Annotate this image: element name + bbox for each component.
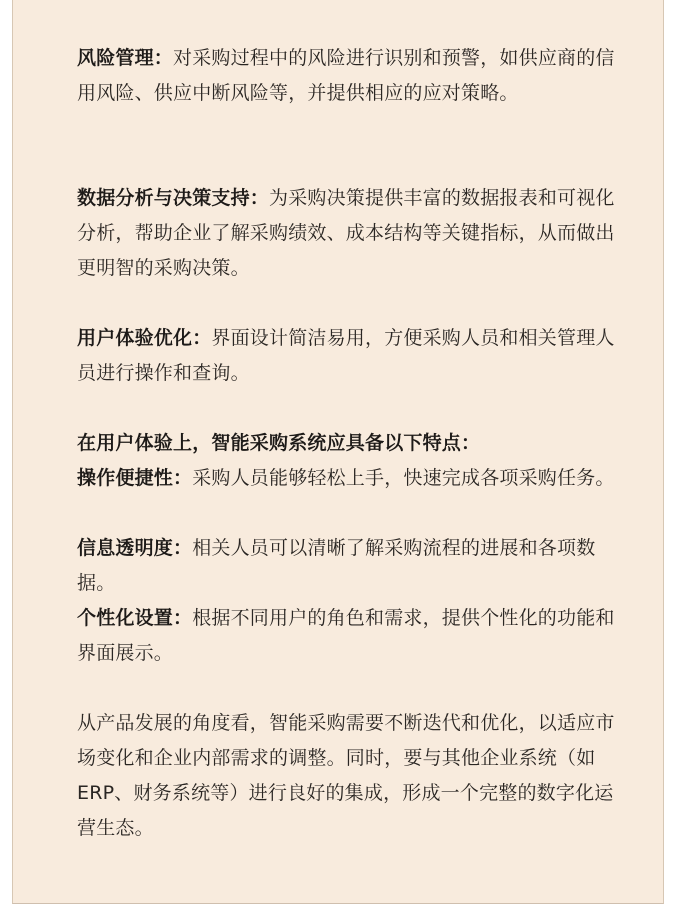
- paragraph-data-analysis: [77, 181, 617, 286]
- list-item-personalization: [77, 601, 617, 671]
- paragraph-body: 从产品发展的角度看，智能采购需要不断迭代和优化，以适应市场变化和企业内部需求的调整。同时，要与其他企业系统（如 ERP、财务系统等）进行良好的集成，形成一个完整的数字化运营生态。: [77, 712, 615, 839]
- section-heading-ux-features: [77, 426, 617, 461]
- paragraph-heading: 风险管理：: [77, 47, 174, 69]
- paragraph-body: 为采购决策提供丰富的数据报表和可视化分析，帮助企业了解采购绩效、成本结构等关键指标，从而做出更明智的采购决策。: [77, 187, 615, 279]
- section-heading: 在用户体验上，智能采购系统应具备以下特点：: [77, 432, 481, 454]
- paragraph-heading: 用户体验优化：: [77, 327, 212, 349]
- list-item-body: 根据不同用户的角色和需求，提供个性化的功能和界面展示。: [77, 607, 615, 664]
- paragraph-ux-optimization: [77, 321, 617, 391]
- list-item-heading: 信息透明度：: [77, 537, 193, 559]
- paragraph-body: 对采购过程中的风险进行识别和预警，如供应商的信用风险、供应中断风险等，并提供相应的应对策略。: [77, 47, 615, 104]
- list-item-ease-of-use: [77, 461, 617, 496]
- paragraph-heading: 数据分析与决策支持：: [77, 187, 270, 209]
- list-item-body: 采购人员能够轻松上手，快速完成各项采购任务。: [192, 467, 615, 489]
- list-item-transparency: [77, 531, 617, 601]
- list-item-body: 相关人员可以清晰了解采购流程的进展和各项数据。: [77, 537, 596, 594]
- list-item-heading: 个性化设置：: [77, 607, 193, 629]
- paragraph-product-development: [77, 706, 617, 846]
- paragraph-body: 界面设计简洁易用，方便采购人员和相关管理人员进行操作和查询。: [77, 327, 615, 384]
- article-card: [12, 0, 664, 904]
- list-item-heading: 操作便捷性：: [77, 467, 193, 489]
- paragraph-risk-management: [77, 41, 617, 111]
